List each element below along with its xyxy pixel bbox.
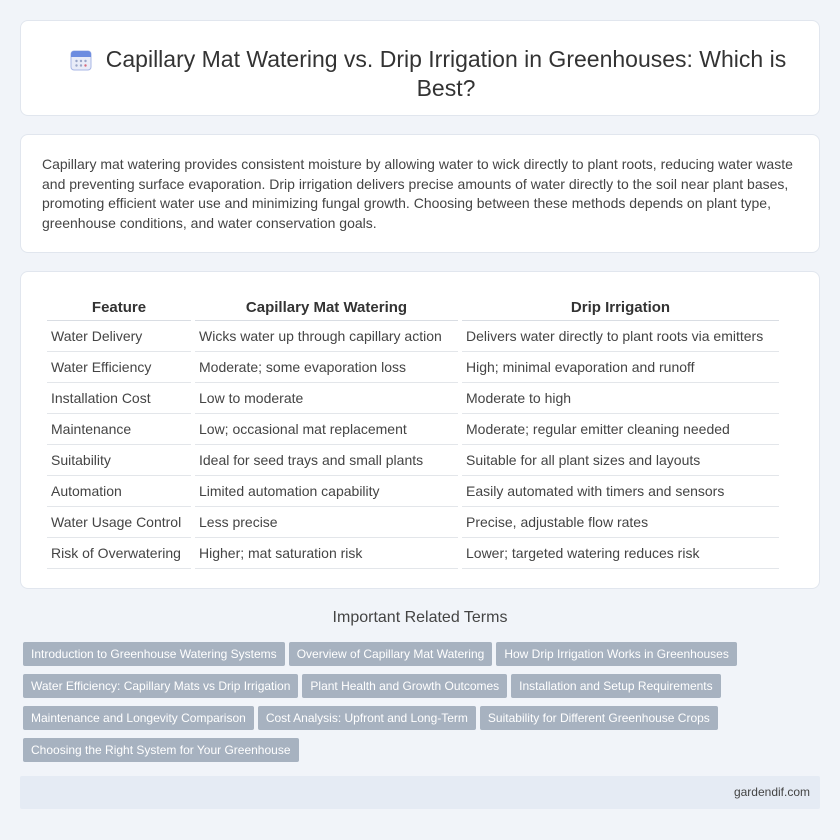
table-cell: Easily automated with timers and sensors <box>462 476 779 507</box>
table-row <box>47 445 779 476</box>
related-term-tag[interactable]: Water Efficiency: Capillary Mats vs Drip Irrigation <box>23 674 298 698</box>
table-cell: Moderate; regular emitter cleaning needed <box>462 414 779 445</box>
header-card <box>20 20 820 116</box>
table-header-row <box>47 294 779 321</box>
table-cell: Low; occasional mat replacement <box>195 414 458 445</box>
table-cell: Higher; mat saturation risk <box>195 538 458 569</box>
table-row <box>47 321 779 352</box>
comparison-table <box>43 294 783 569</box>
table-row <box>47 507 779 538</box>
table-row <box>47 383 779 414</box>
page-title: Capillary Mat Watering vs. Drip Irrigation in Greenhouses: Which is Best? <box>105 46 787 101</box>
footer-site-link[interactable]: gardendif.com <box>733 785 810 799</box>
table-cell: Automation <box>47 476 191 507</box>
related-terms-heading: Important Related Terms <box>332 609 508 626</box>
table-row <box>47 476 779 507</box>
related-term-tag[interactable]: Choosing the Right System for Your Greenhouse <box>23 738 299 762</box>
table-cell: Maintenance <box>47 414 191 445</box>
related-term-tag[interactable]: Overview of Capillary Mat Watering <box>289 642 493 666</box>
table-row <box>47 352 779 383</box>
related-terms-list <box>23 642 823 770</box>
table-cell: Moderate to high <box>462 383 779 414</box>
table-cell: Water Usage Control <box>47 507 191 538</box>
table-cell: Less precise <box>195 507 458 538</box>
table-header-cell: Capillary Mat Watering <box>195 294 458 321</box>
intro-card <box>20 134 820 253</box>
table-cell: Water Delivery <box>47 321 191 352</box>
table-header-cell: Drip Irrigation <box>462 294 779 321</box>
table-cell: Lower; targeted watering reduces risk <box>462 538 779 569</box>
comparison-table-card <box>20 271 820 589</box>
calendar-icon <box>69 48 93 72</box>
table-cell: Delivers water directly to plant roots via emitters <box>462 321 779 352</box>
table-cell: Risk of Overwatering <box>47 538 191 569</box>
table-cell: Suitable for all plant sizes and layouts <box>462 445 779 476</box>
related-term-tag[interactable]: Cost Analysis: Upfront and Long-Term <box>258 706 476 730</box>
table-cell: Ideal for seed trays and small plants <box>195 445 458 476</box>
related-term-tag[interactable]: Introduction to Greenhouse Watering Systems <box>23 642 285 666</box>
table-cell: Wicks water up through capillary action <box>195 321 458 352</box>
related-term-tag[interactable]: Suitability for Different Greenhouse Crops <box>480 706 718 730</box>
table-cell: Suitability <box>47 445 191 476</box>
intro-paragraph: Capillary mat watering provides consistent moisture by allowing water to wick directly to plant roots, reducing water waste and preventing surface evaporation. Drip irrigation delivers precise amounts of water directly to the soil near plant bases, promoting efficient water use and minimizing fungal growth. Choosing between these methods depends on plant type, greenhouse conditions, and water conservation goals. <box>42 156 793 231</box>
related-term-tag[interactable]: Installation and Setup Requirements <box>511 674 720 698</box>
table-row <box>47 414 779 445</box>
table-cell: Installation Cost <box>47 383 191 414</box>
table-header-cell: Feature <box>47 294 191 321</box>
related-term-tag[interactable]: How Drip Irrigation Works in Greenhouses <box>496 642 737 666</box>
table-cell: Water Efficiency <box>47 352 191 383</box>
footer <box>20 776 820 809</box>
related-term-tag[interactable]: Maintenance and Longevity Comparison <box>23 706 254 730</box>
table-cell: Low to moderate <box>195 383 458 414</box>
table-cell: Moderate; some evaporation loss <box>195 352 458 383</box>
table-row <box>47 538 779 569</box>
table-cell: High; minimal evaporation and runoff <box>462 352 779 383</box>
related-term-tag[interactable]: Plant Health and Growth Outcomes <box>302 674 507 698</box>
table-cell: Precise, adjustable flow rates <box>462 507 779 538</box>
table-cell: Limited automation capability <box>195 476 458 507</box>
